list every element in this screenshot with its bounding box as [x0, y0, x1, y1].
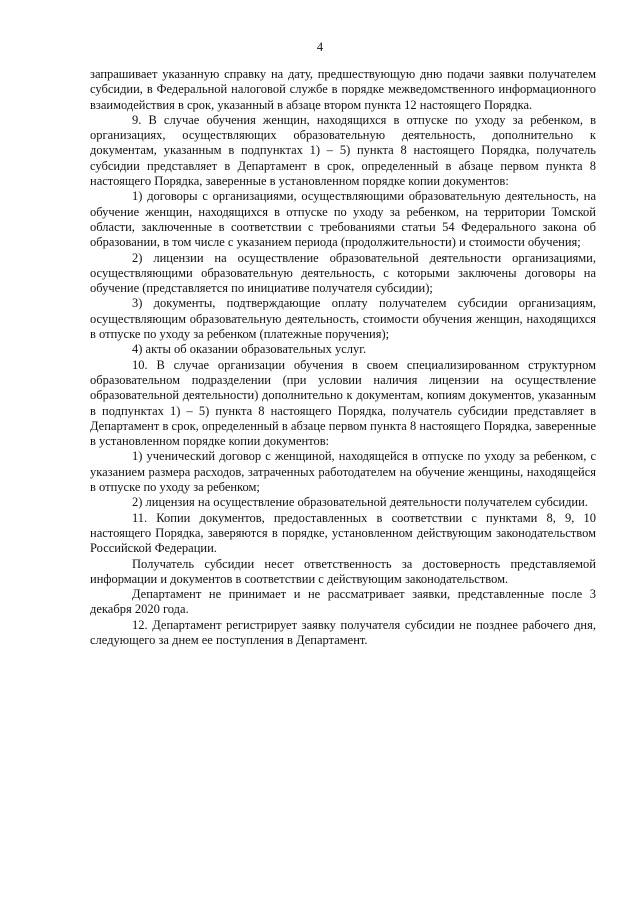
- document-body: [90, 67, 596, 648]
- paragraph: 12. Департамент регистрирует заявку получателя субсидии не позднее рабочего дня, следующего за днем ее поступления в Департамент.: [90, 617, 596, 647]
- paragraph: 10. В случае организации обучения в своем специализированном структурном образовательном подразделении (при условии наличия лицензии на осуществление образовательной деятельности) дополнительно к документам, копиям документов, указанным в подпунктах 1) – 5) пункта 8 настоящего Порядка, получатель субсидии представляет в Департамент в срок, определенный в абзаце первом пункта 8 настоящего Порядка, заверенные в установленном порядке копии документов:: [90, 357, 596, 449]
- page-number: 4: [316, 40, 324, 54]
- paragraph: Департамент не принимает и не рассматривает заявки, представленные после 3 декабря 2020 года.: [90, 587, 596, 617]
- paragraph: 1) ученический договор с женщиной, находящейся в отпуске по уходу за ребенком, с указанием размера расходов, затраченных работодателем на обучение женщины, находящейся в отпуске по уходу за ребенком;: [90, 449, 596, 495]
- paragraph: 11. Копии документов, предоставленных в соответствии с пунктами 8, 9, 10 настоящего Порядка, заверяются в порядке, установленном действующим законодательством Российской Федерации.: [90, 510, 596, 556]
- paragraph: 3) документы, подтверждающие оплату получателем субсидии организациям, осуществляющим образовательную деятельность, стоимости обучения женщин, находящихся в отпуске по уходу за ребенком (платежные поручения);: [90, 296, 596, 342]
- paragraph: Получатель субсидии несет ответственность за достоверность представляемой информации и документов в соответствии с действующим законодательством.: [90, 556, 596, 586]
- paragraph: 9. В случае обучения женщин, находящихся в отпуске по уходу за ребенком, в организациях, осуществляющих образовательную деятельность, дополнительно к документам, указанным в подпунктах 1) – 5) пункта 8 настоящего Порядка, получатель субсидии представляет в Департамент в срок, определенный в абзаце первом пункта 8 настоящего Порядка, заверенные в установленном порядке копии документов:: [90, 112, 596, 189]
- paragraph: 1) договоры с организациями, осуществляющими образовательную деятельность, на обучение женщин, находящихся в отпуске по уходу за ребенком, на территории Томской области, заключенные в соответствии с требованиями статьи 54 Федерального закона об образовании, в том числе с указанием периода (продолжительности) и стоимости обучения;: [90, 189, 596, 250]
- paragraph: 2) лицензии на осуществление образовательной деятельности организациями, осуществляющими образовательную деятельность, с которыми заключены договоры на обучение (представляется по инициативе получателя субсидии);: [90, 250, 596, 296]
- paragraph: запрашивает указанную справку на дату, предшествующую дню подачи заявки получателем субсидии, в Федеральной налоговой службе в порядке межведомственного информационного взаимодействия в срок, указанный в абзаце втором пункта 12 настоящего Порядка.: [90, 67, 596, 112]
- paragraph: 2) лицензия на осуществление образовательной деятельности получателем субсидии.: [132, 495, 588, 510]
- paragraph: 4) акты об оказании образовательных услуг.: [132, 342, 367, 357]
